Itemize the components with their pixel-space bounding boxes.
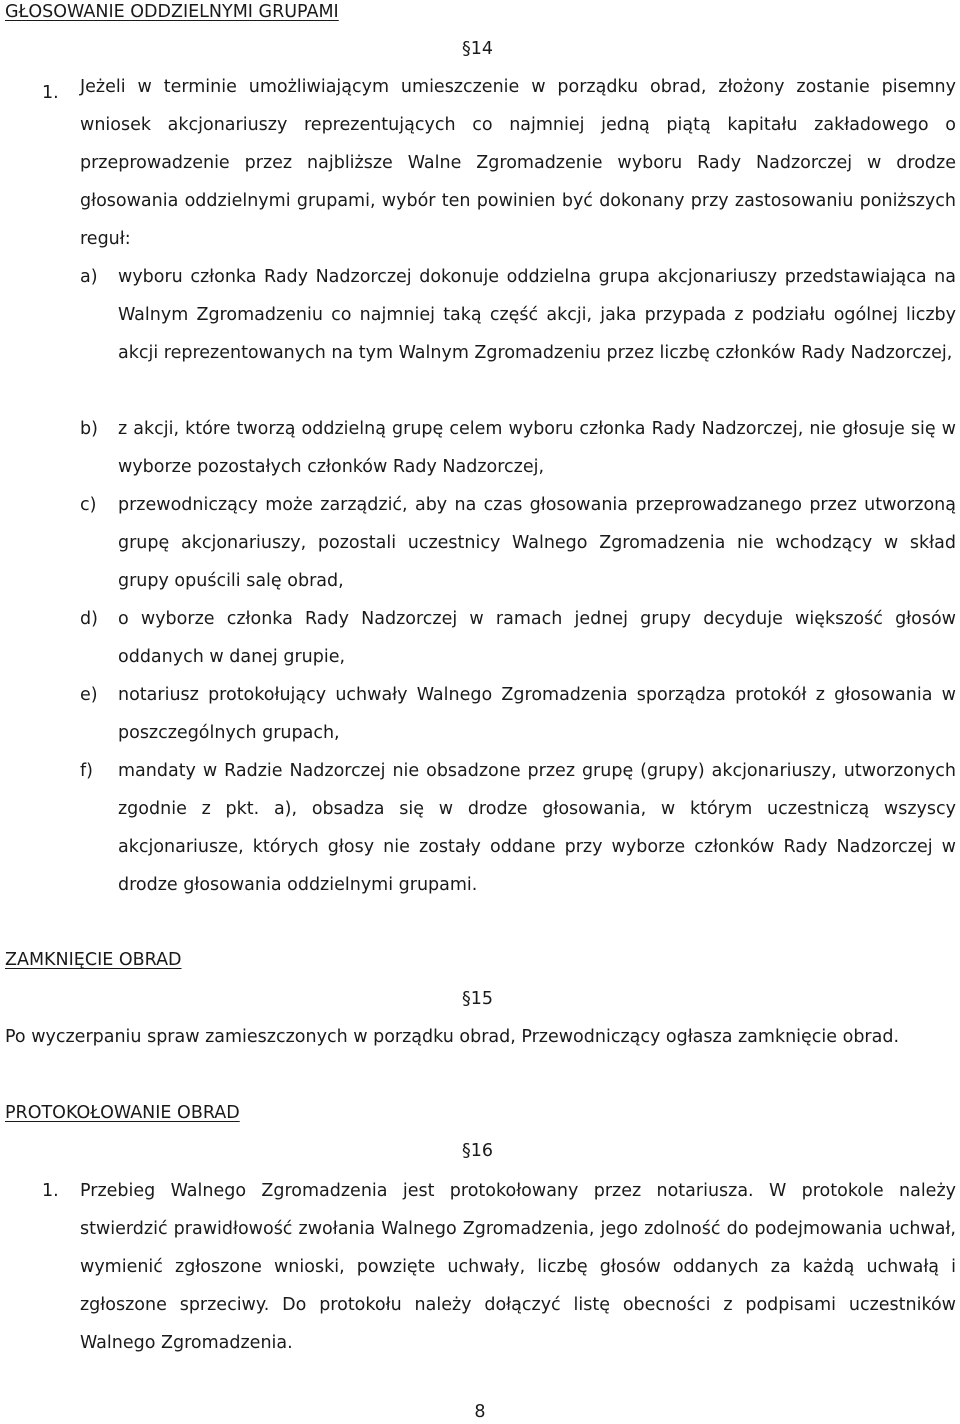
- list-item-label: a): [80, 267, 98, 287]
- list-item-label: c): [80, 495, 97, 515]
- list-item-label: d): [80, 609, 98, 629]
- list-item-text: o wyborze członka Rady Nadzorczej w ramach jednej grupy decyduje większość głosów oddanych w danej grupie,: [118, 609, 956, 667]
- minutes-paragraph: Przebieg Walnego Zgromadzenia jest protokołowany przez notariusza. W protokole należy stwierdzić prawidłowość zwołania Walnego Zgromadzenia, jego zdolność do podejmowania uchwał, wymienić zgłoszone wnioski, powzięte uchwały, liczbę głosów oddanych za każdą uchwałą i zgłoszone sprzeciwy. Do protokołu należy dołączyć listę obecności z podpisami uczestników Walnego Zgromadzenia.: [80, 1181, 956, 1353]
- intro-paragraph: Jeżeli w terminie umożliwiającym umieszczenie w porządku obrad, złożony zostanie pisemny wniosek akcjonariuszy reprezentujących co najmniej jedną piątą kapitału zakładowego o przeprowadzenie przez najbliższe Walne Zgromadzenie wyboru Rady Nadzorczej w drodze głosowania oddzielnymi grupami, wybór ten powinien być dokonany przy zastosowaniu poniższych reguł:: [80, 77, 956, 249]
- point-number-1: 1.: [42, 1181, 59, 1201]
- list-item-label: b): [80, 419, 98, 439]
- point-number-1: 1.: [42, 83, 59, 103]
- list-item-text: z akcji, które tworzą oddzielną grupę celem wyboru członka Rady Nadzorczej, nie głosuje się w wyborze pozostałych członków Rady Nadzorczej,: [118, 419, 956, 477]
- list-item-text: notariusz protokołujący uchwały Walnego Zgromadzenia sporządza protokół z głosowania w poszczególnych grupach,: [118, 685, 956, 743]
- section-heading-minutes: PROTOKOŁOWANIE OBRAD: [5, 1103, 240, 1123]
- list-item-text: mandaty w Radzie Nadzorczej nie obsadzone przez grupę (grupy) akcjonariuszy, utworzonych zgodnie z pkt. a), obsadza się w drodze głosowania, w którym uczestniczą wszyscy akcjonariusze, których głosy nie zostały oddane przy wyborze członków Rady Nadzorczej w drodze głosowania oddzielnymi grupami.: [118, 761, 956, 895]
- section-heading-closing: ZAMKNIĘCIE OBRAD: [5, 950, 182, 970]
- paragraph-number-15: §15: [462, 989, 494, 1009]
- section-heading-voting-groups: GŁOSOWANIE ODDZIELNYMI GRUPAMI: [5, 2, 339, 22]
- list-item-text: wyboru członka Rady Nadzorczej dokonuje oddzielna grupa akcjonariuszy przedstawiająca na Walnym Zgromadzeniu co najmniej taką część akcji, jaka przypada z podziału ogólnej liczby akcji reprezentowanych na tym Walnym Zgromadzeniu przez liczbę członków Rady Nadzorczej,: [118, 267, 956, 363]
- paragraph-number-14: §14: [462, 39, 494, 59]
- list-item-text: przewodniczący może zarządzić, aby na czas głosowania przeprowadzanego przez utworzoną grupę akcjonariuszy, pozostali uczestnicy Walnego Zgromadzenia nie wchodzący w skład grupy opuścili salę obrad,: [118, 495, 956, 591]
- page-number: 8: [474, 1402, 486, 1422]
- paragraph-number-16: §16: [462, 1141, 494, 1161]
- list-item-label: f): [80, 761, 93, 781]
- closing-paragraph: Po wyczerpaniu spraw zamieszczonych w porządku obrad, Przewodniczący ogłasza zamknięcie obrad.: [5, 1027, 900, 1047]
- list-item-label: e): [80, 685, 98, 705]
